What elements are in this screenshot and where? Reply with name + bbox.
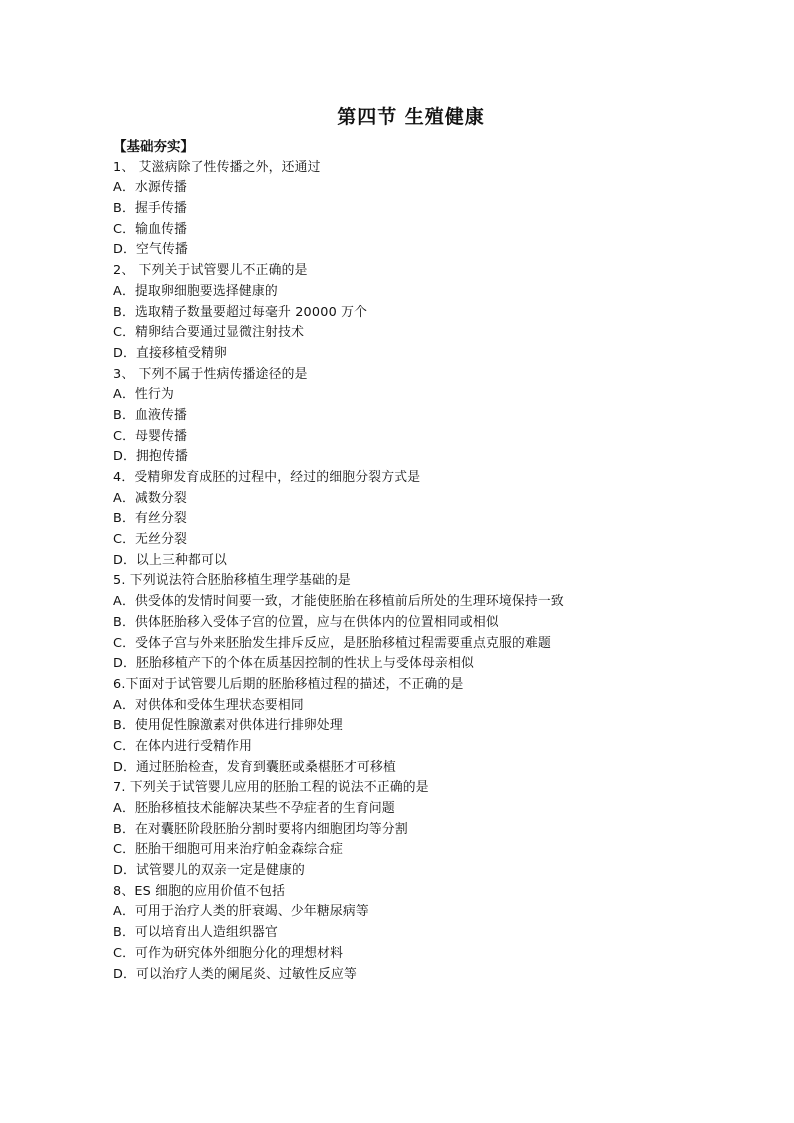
document-body (113, 137, 713, 985)
answer-option: B．有丝分裂 (113, 511, 187, 527)
answer-option: C．精卵结合要通过显微注射技术 (113, 325, 305, 341)
answer-option: B．使用促性腺激素对供体进行排卵处理 (113, 718, 343, 734)
answer-option: D．胚胎移植产下的个体在质基因控制的性状上与受体母亲相似 (113, 656, 474, 672)
question-stem: 5. 下列说法符合胚胎移植生理学基础的是 (113, 573, 351, 589)
answer-option: C．可作为研究体外细胞分化的理想材料 (113, 945, 344, 961)
answer-option: B．可以培育出人造组织器官 (113, 925, 278, 941)
answer-option: C．胚胎干细胞可用来治疗帕金森综合症 (113, 842, 344, 858)
answer-option: A．性行为 (113, 387, 174, 403)
answer-option: C．在体内进行受精作用 (113, 738, 253, 754)
answer-option: A．供受体的发情时间要一致，才能使胚胎在移植前后所处的生理环境保持一致 (113, 594, 564, 610)
answer-option: D．拥抱传播 (113, 449, 189, 465)
answer-option: D．通过胚胎检查，发育到囊胚或桑椹胚才可移植 (113, 759, 396, 775)
question-stem: 4．受精卵发育成胚的过程中，经过的细胞分裂方式是 (113, 470, 421, 485)
answer-option: B．供体胚胎移入受体子宫的位置，应与在供体内的位置相同或相似 (113, 614, 499, 630)
answer-option: A．可用于治疗人类的肝衰竭、少年糖尿病等 (113, 904, 369, 920)
answer-option: A．减数分裂 (113, 490, 187, 506)
answer-option: D．直接移植受精卵 (113, 345, 228, 361)
question-stem: 8、ES 细胞的应用价值不包括 (113, 883, 286, 899)
answer-option: A．对供体和受体生理状态要相同 (113, 697, 304, 713)
answer-option: A．提取卵细胞要选择健康的 (113, 283, 278, 299)
answer-option: A．水源传播 (113, 180, 187, 196)
answer-option: C．受体子宫与外来胚胎发生排斥反应，是胚胎移植过程需要重点克服的难题 (113, 635, 552, 651)
answer-option: B．选取精子数量要超过每毫升 20000 万个 (113, 304, 368, 320)
question-stem: 2、 下列关于试管婴儿不正确的是 (113, 263, 308, 279)
answer-option: D．可以治疗人类的阑尾炎、过敏性反应等 (113, 966, 357, 982)
question-stem: 7. 下列关于试管婴儿应用的胚胎工程的说法不正确的是 (113, 780, 429, 796)
answer-option: C．无丝分裂 (113, 532, 188, 548)
section-heading: 【基础夯实】 (113, 139, 194, 155)
page-title: 第四节 生殖健康 (337, 106, 485, 128)
question-stem: 6.下面对于试管婴儿后期的胚胎移植过程的描述，不正确的是 (113, 676, 464, 692)
answer-option: D．空气传播 (113, 242, 189, 258)
answer-option: C．输血传播 (113, 221, 188, 237)
answer-option: B．在对囊胚阶段胚胎分割时要将内细胞团均等分割 (113, 821, 408, 837)
answer-option: D．试管婴儿的双亲一定是健康的 (113, 863, 306, 879)
answer-option: A．胚胎移植技术能解决某些不孕症者的生育问题 (113, 801, 395, 816)
question-stem: 1、 艾滋病除了性传播之外，还通过 (113, 159, 321, 175)
answer-option: B．血液传播 (113, 407, 187, 423)
answer-option: B．握手传播 (113, 201, 187, 217)
answer-option: D．以上三种都可以 (113, 552, 228, 568)
answer-option: C．母婴传播 (113, 428, 188, 444)
question-stem: 3、 下列不属于性病传播途径的是 (113, 366, 308, 382)
